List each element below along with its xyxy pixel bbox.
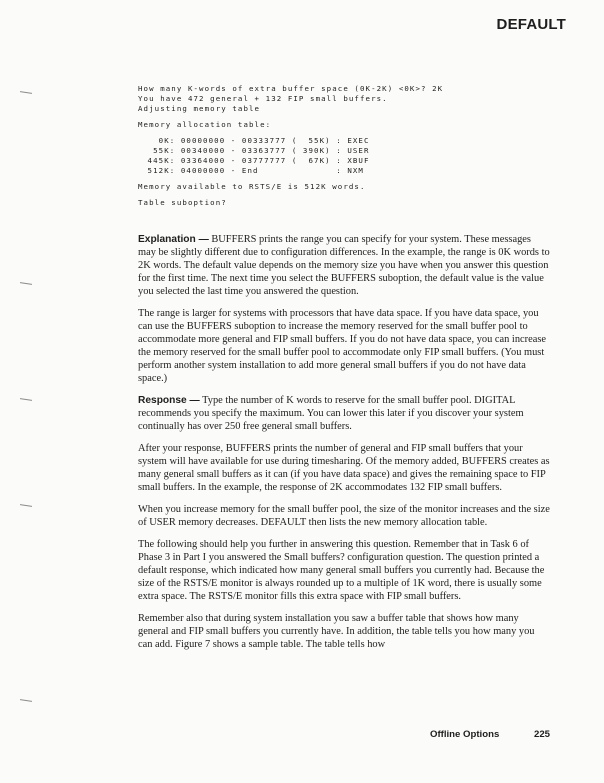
memory-table-row: 445K: 03364000 - 03777777 ( 67K) : XBUF <box>142 156 370 165</box>
margin-mark <box>20 398 32 401</box>
memory-table-row: 0K: 00000000 - 00333777 ( 55K) : EXEC <box>142 136 370 145</box>
further-help-paragraph: The following should help you further in answering this question. Remember that in Task 6 of Phase 3 in Part I you answered the Small buffers? configuration question. The question printed a default response, which indicated how many general small buffers you currently had. Because the size of the RSTS/E monitor is always rounded up to a multiple of 1K word, there is usually some extra space. The RSTS/E monitor fills this extra space with FIP small buffers. <box>138 539 545 602</box>
table-suboption-prompt: Table suboption? <box>138 198 227 207</box>
footer-section-title: Offline Options <box>430 729 500 740</box>
memory-table-title: Memory allocation table: <box>138 120 272 129</box>
response-text: Type the number of K words to reserve for the small buffer pool. DIGITAL recommends you specify the maximum. You can lower this later if you discover your system continually has over 250 free general small buffers. <box>138 395 524 432</box>
after-response-paragraph: After your response, BUFFERS prints the number of general and FIP small buffers that your system will have available for use during timesharing. Of the memory added, BUFFERS creates as many general small buffers as it can (if you have data space) and gives the remaining space to FIP small buffers. In the example, the response of 2K accommodates 132 FIP small buffers. <box>138 443 550 493</box>
increase-memory-paragraph: When you increase memory for the small buffer pool, the size of the monitor increases and the size of USER memory decreases. DEFAULT then lists the new memory allocation table. <box>138 504 550 528</box>
explanation-paragraph <box>138 233 550 298</box>
margin-mark <box>20 699 32 702</box>
terminal-output <box>138 84 578 208</box>
terminal-prompt-line: How many K-words of extra buffer space (0K-2K) <0K>? 2K <box>138 84 444 93</box>
body-text <box>138 233 550 660</box>
memory-table-row: 512K: 04000000 - End : NXM <box>142 166 364 175</box>
margin-mark <box>20 504 32 507</box>
explanation-text: BUFFERS prints the range you can specify for your system. These messages may be slightly different due to configuration differences. In the example, the range is 0K words to 2K words. The default value depends on the memory size you have when you answer this question for the first time. The next time you select the BUFFERS suboption, the default value is the value you selected the last time you answered the question. <box>138 234 550 297</box>
response-paragraph <box>138 394 550 433</box>
page-number: 225 <box>534 729 551 740</box>
margin-mark <box>20 282 32 285</box>
memory-table-row: 55K: 00340000 - 03363777 ( 390K) : USER <box>142 146 370 155</box>
terminal-buffer-count-line: You have 472 general + 132 FIP small buffers. <box>138 94 388 103</box>
memory-available-line: Memory available to RSTS/E is 512K words. <box>138 182 366 191</box>
buffer-table-paragraph: Remember also that during system installation you saw a buffer table that shows how many general and FIP small buffers you currently have. In addition, the table tells you how many you can add. Figure 7 shows a sample table. The table tells how <box>138 613 535 650</box>
response-lead: Response — <box>138 395 200 406</box>
memory-allocation-table <box>142 136 578 176</box>
data-space-paragraph: The range is larger for systems with processors that have data space. If you have data space, you can use the BUFFERS suboption to increase the memory reserved for the small buffer pool to accommodate more general and FIP small buffers. If you do not have data space, you can increase the memory reserved for the small buffer pool to accommodate only FIP small buffers. (You must perform another system installation to add more general small buffers if you do not have data space.) <box>138 308 546 384</box>
page-header-title: DEFAULT <box>496 16 566 33</box>
explanation-lead: Explanation — <box>138 234 209 245</box>
terminal-adjusting-line: Adjusting memory table <box>138 104 261 113</box>
margin-mark <box>20 91 32 94</box>
